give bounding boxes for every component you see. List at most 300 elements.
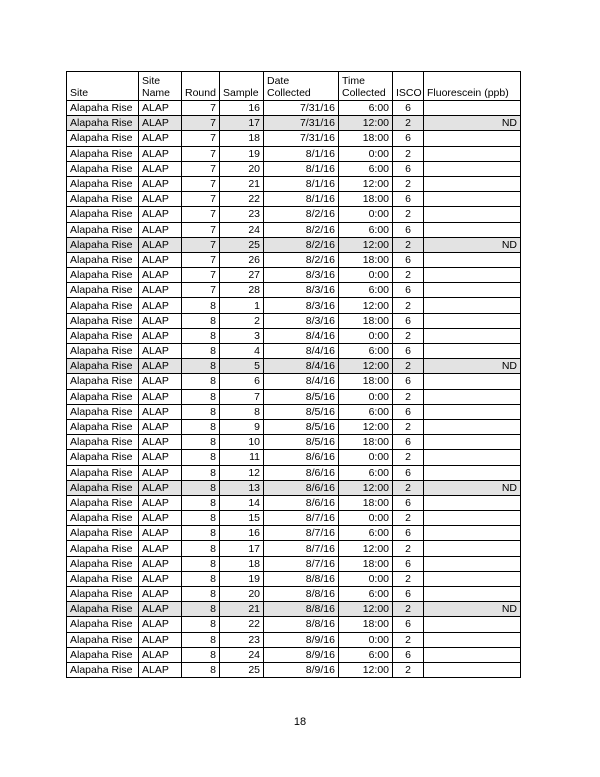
cell-isco: 6 [393, 101, 424, 116]
cell-time-collected: 12:00 [339, 541, 393, 556]
cell-isco: 6 [393, 647, 424, 662]
cell-isco: 2 [393, 602, 424, 617]
cell-time-collected: 6:00 [339, 161, 393, 176]
cell-time-collected: 6:00 [339, 344, 393, 359]
cell-site-name: ALAP [139, 298, 182, 313]
cell-site: Alapaha Rise [67, 587, 139, 602]
cell-date-collected: 8/5/16 [264, 404, 339, 419]
table-row [67, 389, 521, 404]
table-row [67, 465, 521, 480]
cell-site: Alapaha Rise [67, 192, 139, 207]
cell-sample: 15 [220, 511, 264, 526]
cell-date-collected: 7/31/16 [264, 131, 339, 146]
cell-date-collected: 8/3/16 [264, 313, 339, 328]
header-site-name: Site Name [139, 72, 182, 101]
cell-sample: 7 [220, 389, 264, 404]
cell-site: Alapaha Rise [67, 268, 139, 283]
cell-fluorescein [424, 465, 521, 480]
cell-site-name: ALAP [139, 252, 182, 267]
cell-isco: 2 [393, 268, 424, 283]
cell-time-collected: 6:00 [339, 101, 393, 116]
cell-time-collected: 0:00 [339, 511, 393, 526]
table-row [67, 268, 521, 283]
table-row [67, 313, 521, 328]
cell-round: 8 [182, 328, 220, 343]
cell-isco: 2 [393, 389, 424, 404]
cell-round: 7 [182, 283, 220, 298]
cell-date-collected: 8/8/16 [264, 571, 339, 586]
table-row [67, 587, 521, 602]
cell-site-name: ALAP [139, 237, 182, 252]
cell-isco: 6 [393, 283, 424, 298]
cell-sample: 25 [220, 237, 264, 252]
cell-sample: 16 [220, 101, 264, 116]
cell-site-name: ALAP [139, 571, 182, 586]
cell-site: Alapaha Rise [67, 146, 139, 161]
cell-date-collected: 8/6/16 [264, 495, 339, 510]
cell-site: Alapaha Rise [67, 571, 139, 586]
cell-site: Alapaha Rise [67, 207, 139, 222]
cell-fluorescein [424, 222, 521, 237]
cell-fluorescein: ND [424, 116, 521, 131]
cell-sample: 23 [220, 632, 264, 647]
cell-site-name: ALAP [139, 283, 182, 298]
cell-date-collected: 8/8/16 [264, 602, 339, 617]
cell-isco: 2 [393, 359, 424, 374]
cell-date-collected: 8/4/16 [264, 328, 339, 343]
cell-isco: 6 [393, 587, 424, 602]
cell-site-name: ALAP [139, 632, 182, 647]
table-row [67, 495, 521, 510]
cell-time-collected: 6:00 [339, 526, 393, 541]
cell-time-collected: 12:00 [339, 298, 393, 313]
cell-isco: 6 [393, 161, 424, 176]
cell-sample: 21 [220, 602, 264, 617]
cell-date-collected: 8/3/16 [264, 283, 339, 298]
cell-fluorescein [424, 435, 521, 450]
table-row [67, 328, 521, 343]
header-date-collected: Date Collected [264, 72, 339, 101]
cell-site-name: ALAP [139, 344, 182, 359]
cell-date-collected: 8/2/16 [264, 237, 339, 252]
cell-sample: 8 [220, 404, 264, 419]
cell-site-name: ALAP [139, 207, 182, 222]
cell-time-collected: 18:00 [339, 192, 393, 207]
cell-isco: 6 [393, 374, 424, 389]
cell-isco: 6 [393, 404, 424, 419]
cell-time-collected: 6:00 [339, 404, 393, 419]
cell-time-collected: 0:00 [339, 571, 393, 586]
cell-time-collected: 18:00 [339, 617, 393, 632]
table-row [67, 101, 521, 116]
cell-time-collected: 0:00 [339, 207, 393, 222]
cell-site: Alapaha Rise [67, 480, 139, 495]
table-row [67, 435, 521, 450]
cell-site-name: ALAP [139, 419, 182, 434]
cell-site-name: ALAP [139, 328, 182, 343]
table-row [67, 480, 521, 495]
cell-site-name: ALAP [139, 495, 182, 510]
cell-isco: 2 [393, 662, 424, 677]
cell-time-collected: 18:00 [339, 131, 393, 146]
cell-date-collected: 8/6/16 [264, 465, 339, 480]
cell-date-collected: 8/3/16 [264, 298, 339, 313]
cell-sample: 16 [220, 526, 264, 541]
cell-fluorescein: ND [424, 480, 521, 495]
cell-isco: 6 [393, 313, 424, 328]
cell-site: Alapaha Rise [67, 556, 139, 571]
cell-round: 8 [182, 450, 220, 465]
table-row [67, 526, 521, 541]
cell-isco: 2 [393, 146, 424, 161]
cell-round: 8 [182, 374, 220, 389]
cell-site-name: ALAP [139, 541, 182, 556]
cell-fluorescein: ND [424, 602, 521, 617]
cell-site: Alapaha Rise [67, 222, 139, 237]
cell-date-collected: 8/7/16 [264, 541, 339, 556]
cell-date-collected: 8/1/16 [264, 161, 339, 176]
cell-time-collected: 6:00 [339, 283, 393, 298]
cell-fluorescein [424, 313, 521, 328]
cell-site-name: ALAP [139, 511, 182, 526]
table-row [67, 207, 521, 222]
cell-round: 7 [182, 268, 220, 283]
cell-site: Alapaha Rise [67, 176, 139, 191]
cell-sample: 12 [220, 465, 264, 480]
table-row [67, 116, 521, 131]
cell-site-name: ALAP [139, 435, 182, 450]
cell-round: 8 [182, 632, 220, 647]
table-row [67, 283, 521, 298]
cell-isco: 6 [393, 131, 424, 146]
header-sample: Sample [220, 72, 264, 101]
cell-site-name: ALAP [139, 556, 182, 571]
cell-site-name: ALAP [139, 647, 182, 662]
cell-round: 7 [182, 252, 220, 267]
table-row [67, 161, 521, 176]
cell-site: Alapaha Rise [67, 328, 139, 343]
cell-date-collected: 8/9/16 [264, 662, 339, 677]
cell-isco: 2 [393, 541, 424, 556]
header-round: Round [182, 72, 220, 101]
cell-date-collected: 8/1/16 [264, 176, 339, 191]
cell-round: 7 [182, 237, 220, 252]
cell-fluorescein [424, 389, 521, 404]
table-row [67, 662, 521, 677]
cell-round: 8 [182, 511, 220, 526]
cell-date-collected: 8/5/16 [264, 435, 339, 450]
cell-date-collected: 8/4/16 [264, 374, 339, 389]
cell-fluorescein [424, 541, 521, 556]
table-row [67, 252, 521, 267]
cell-date-collected: 8/1/16 [264, 192, 339, 207]
cell-isco: 2 [393, 450, 424, 465]
cell-site: Alapaha Rise [67, 237, 139, 252]
cell-round: 7 [182, 222, 220, 237]
cell-fluorescein [424, 283, 521, 298]
cell-time-collected: 18:00 [339, 252, 393, 267]
cell-fluorescein [424, 252, 521, 267]
cell-time-collected: 0:00 [339, 389, 393, 404]
cell-time-collected: 18:00 [339, 374, 393, 389]
cell-site: Alapaha Rise [67, 359, 139, 374]
cell-round: 8 [182, 571, 220, 586]
cell-fluorescein [424, 511, 521, 526]
cell-round: 8 [182, 419, 220, 434]
cell-time-collected: 6:00 [339, 465, 393, 480]
cell-site: Alapaha Rise [67, 617, 139, 632]
cell-date-collected: 8/9/16 [264, 632, 339, 647]
cell-site-name: ALAP [139, 176, 182, 191]
cell-date-collected: 8/5/16 [264, 419, 339, 434]
table-row [67, 647, 521, 662]
cell-round: 8 [182, 298, 220, 313]
cell-fluorescein [424, 571, 521, 586]
cell-date-collected: 8/2/16 [264, 252, 339, 267]
cell-isco: 6 [393, 344, 424, 359]
cell-sample: 21 [220, 176, 264, 191]
cell-fluorescein [424, 419, 521, 434]
cell-round: 8 [182, 344, 220, 359]
cell-isco: 6 [393, 192, 424, 207]
cell-isco: 6 [393, 252, 424, 267]
cell-sample: 10 [220, 435, 264, 450]
cell-sample: 26 [220, 252, 264, 267]
cell-fluorescein [424, 207, 521, 222]
cell-round: 8 [182, 359, 220, 374]
cell-sample: 4 [220, 344, 264, 359]
table-body [67, 101, 521, 678]
cell-date-collected: 8/8/16 [264, 617, 339, 632]
cell-round: 8 [182, 495, 220, 510]
cell-round: 8 [182, 587, 220, 602]
cell-site-name: ALAP [139, 526, 182, 541]
table-row [67, 450, 521, 465]
cell-round: 8 [182, 541, 220, 556]
cell-date-collected: 7/31/16 [264, 116, 339, 131]
cell-site: Alapaha Rise [67, 526, 139, 541]
cell-time-collected: 18:00 [339, 313, 393, 328]
cell-fluorescein [424, 161, 521, 176]
cell-sample: 24 [220, 222, 264, 237]
table-header-row [67, 72, 521, 101]
cell-time-collected: 0:00 [339, 450, 393, 465]
table-row [67, 404, 521, 419]
cell-isco: 6 [393, 556, 424, 571]
cell-sample: 19 [220, 571, 264, 586]
cell-fluorescein [424, 344, 521, 359]
cell-sample: 17 [220, 541, 264, 556]
cell-fluorescein [424, 268, 521, 283]
cell-site-name: ALAP [139, 222, 182, 237]
cell-sample: 18 [220, 556, 264, 571]
cell-site: Alapaha Rise [67, 541, 139, 556]
cell-site-name: ALAP [139, 465, 182, 480]
cell-date-collected: 8/7/16 [264, 556, 339, 571]
cell-isco: 2 [393, 176, 424, 191]
cell-site: Alapaha Rise [67, 632, 139, 647]
header-fluorescein: Fluorescein (ppb) [424, 72, 521, 101]
cell-sample: 28 [220, 283, 264, 298]
cell-time-collected: 0:00 [339, 632, 393, 647]
cell-site-name: ALAP [139, 450, 182, 465]
cell-round: 8 [182, 617, 220, 632]
cell-sample: 18 [220, 131, 264, 146]
table-row [67, 374, 521, 389]
cell-fluorescein [424, 556, 521, 571]
cell-time-collected: 12:00 [339, 480, 393, 495]
cell-site-name: ALAP [139, 161, 182, 176]
cell-date-collected: 8/2/16 [264, 222, 339, 237]
table-row [67, 344, 521, 359]
cell-date-collected: 8/8/16 [264, 587, 339, 602]
cell-date-collected: 8/2/16 [264, 207, 339, 222]
cell-time-collected: 0:00 [339, 268, 393, 283]
cell-site: Alapaha Rise [67, 389, 139, 404]
cell-isco: 2 [393, 207, 424, 222]
cell-sample: 2 [220, 313, 264, 328]
cell-site-name: ALAP [139, 389, 182, 404]
cell-fluorescein: ND [424, 237, 521, 252]
cell-time-collected: 18:00 [339, 495, 393, 510]
cell-date-collected: 8/6/16 [264, 480, 339, 495]
cell-sample: 20 [220, 161, 264, 176]
cell-round: 8 [182, 313, 220, 328]
cell-time-collected: 6:00 [339, 222, 393, 237]
cell-site: Alapaha Rise [67, 131, 139, 146]
cell-date-collected: 8/9/16 [264, 647, 339, 662]
cell-fluorescein [424, 404, 521, 419]
cell-site-name: ALAP [139, 116, 182, 131]
cell-time-collected: 12:00 [339, 359, 393, 374]
cell-site-name: ALAP [139, 480, 182, 495]
cell-fluorescein [424, 647, 521, 662]
table-row [67, 359, 521, 374]
cell-round: 8 [182, 389, 220, 404]
cell-site: Alapaha Rise [67, 495, 139, 510]
header-isco: ISCO [393, 72, 424, 101]
cell-isco: 2 [393, 237, 424, 252]
cell-site: Alapaha Rise [67, 374, 139, 389]
cell-date-collected: 8/4/16 [264, 344, 339, 359]
cell-isco: 6 [393, 222, 424, 237]
cell-sample: 22 [220, 617, 264, 632]
cell-site: Alapaha Rise [67, 419, 139, 434]
cell-round: 8 [182, 556, 220, 571]
cell-sample: 9 [220, 419, 264, 434]
cell-site: Alapaha Rise [67, 662, 139, 677]
cell-isco: 2 [393, 419, 424, 434]
table-row [67, 176, 521, 191]
cell-date-collected: 8/7/16 [264, 511, 339, 526]
cell-site: Alapaha Rise [67, 435, 139, 450]
cell-site-name: ALAP [139, 359, 182, 374]
cell-round: 7 [182, 176, 220, 191]
cell-fluorescein [424, 374, 521, 389]
cell-time-collected: 12:00 [339, 419, 393, 434]
cell-fluorescein [424, 298, 521, 313]
table-row [67, 617, 521, 632]
cell-sample: 25 [220, 662, 264, 677]
cell-fluorescein [424, 450, 521, 465]
cell-fluorescein: ND [424, 359, 521, 374]
cell-isco: 2 [393, 571, 424, 586]
cell-round: 8 [182, 465, 220, 480]
cell-site: Alapaha Rise [67, 450, 139, 465]
cell-fluorescein [424, 587, 521, 602]
cell-site: Alapaha Rise [67, 298, 139, 313]
cell-isco: 2 [393, 116, 424, 131]
cell-site: Alapaha Rise [67, 101, 139, 116]
cell-round: 7 [182, 146, 220, 161]
cell-time-collected: 12:00 [339, 237, 393, 252]
cell-site-name: ALAP [139, 602, 182, 617]
table-row [67, 511, 521, 526]
cell-site: Alapaha Rise [67, 647, 139, 662]
cell-fluorescein [424, 101, 521, 116]
cell-fluorescein [424, 328, 521, 343]
cell-sample: 1 [220, 298, 264, 313]
cell-time-collected: 18:00 [339, 435, 393, 450]
cell-isco: 2 [393, 511, 424, 526]
cell-sample: 13 [220, 480, 264, 495]
cell-site-name: ALAP [139, 192, 182, 207]
table-row [67, 602, 521, 617]
cell-sample: 3 [220, 328, 264, 343]
cell-round: 8 [182, 404, 220, 419]
cell-sample: 20 [220, 587, 264, 602]
cell-site-name: ALAP [139, 662, 182, 677]
header-time-collected: Time Collected [339, 72, 393, 101]
cell-fluorescein [424, 662, 521, 677]
cell-sample: 19 [220, 146, 264, 161]
cell-round: 7 [182, 192, 220, 207]
cell-site: Alapaha Rise [67, 344, 139, 359]
sample-table [66, 71, 521, 678]
cell-site-name: ALAP [139, 101, 182, 116]
cell-isco: 6 [393, 526, 424, 541]
table-row [67, 222, 521, 237]
cell-round: 8 [182, 647, 220, 662]
cell-site: Alapaha Rise [67, 313, 139, 328]
cell-isco: 2 [393, 298, 424, 313]
cell-site-name: ALAP [139, 146, 182, 161]
table-row [67, 146, 521, 161]
cell-time-collected: 0:00 [339, 146, 393, 161]
cell-time-collected: 12:00 [339, 116, 393, 131]
cell-date-collected: 7/31/16 [264, 101, 339, 116]
cell-sample: 14 [220, 495, 264, 510]
cell-site: Alapaha Rise [67, 161, 139, 176]
cell-site-name: ALAP [139, 131, 182, 146]
cell-time-collected: 12:00 [339, 176, 393, 191]
header-site: Site [67, 72, 139, 101]
cell-fluorescein [424, 526, 521, 541]
cell-site-name: ALAP [139, 404, 182, 419]
cell-isco: 6 [393, 495, 424, 510]
cell-round: 8 [182, 602, 220, 617]
table-row [67, 192, 521, 207]
cell-round: 7 [182, 207, 220, 222]
cell-sample: 6 [220, 374, 264, 389]
page-number: 18 [293, 716, 307, 728]
cell-date-collected: 8/7/16 [264, 526, 339, 541]
cell-isco: 6 [393, 617, 424, 632]
cell-site: Alapaha Rise [67, 252, 139, 267]
cell-fluorescein [424, 146, 521, 161]
cell-site-name: ALAP [139, 587, 182, 602]
table-row [67, 556, 521, 571]
